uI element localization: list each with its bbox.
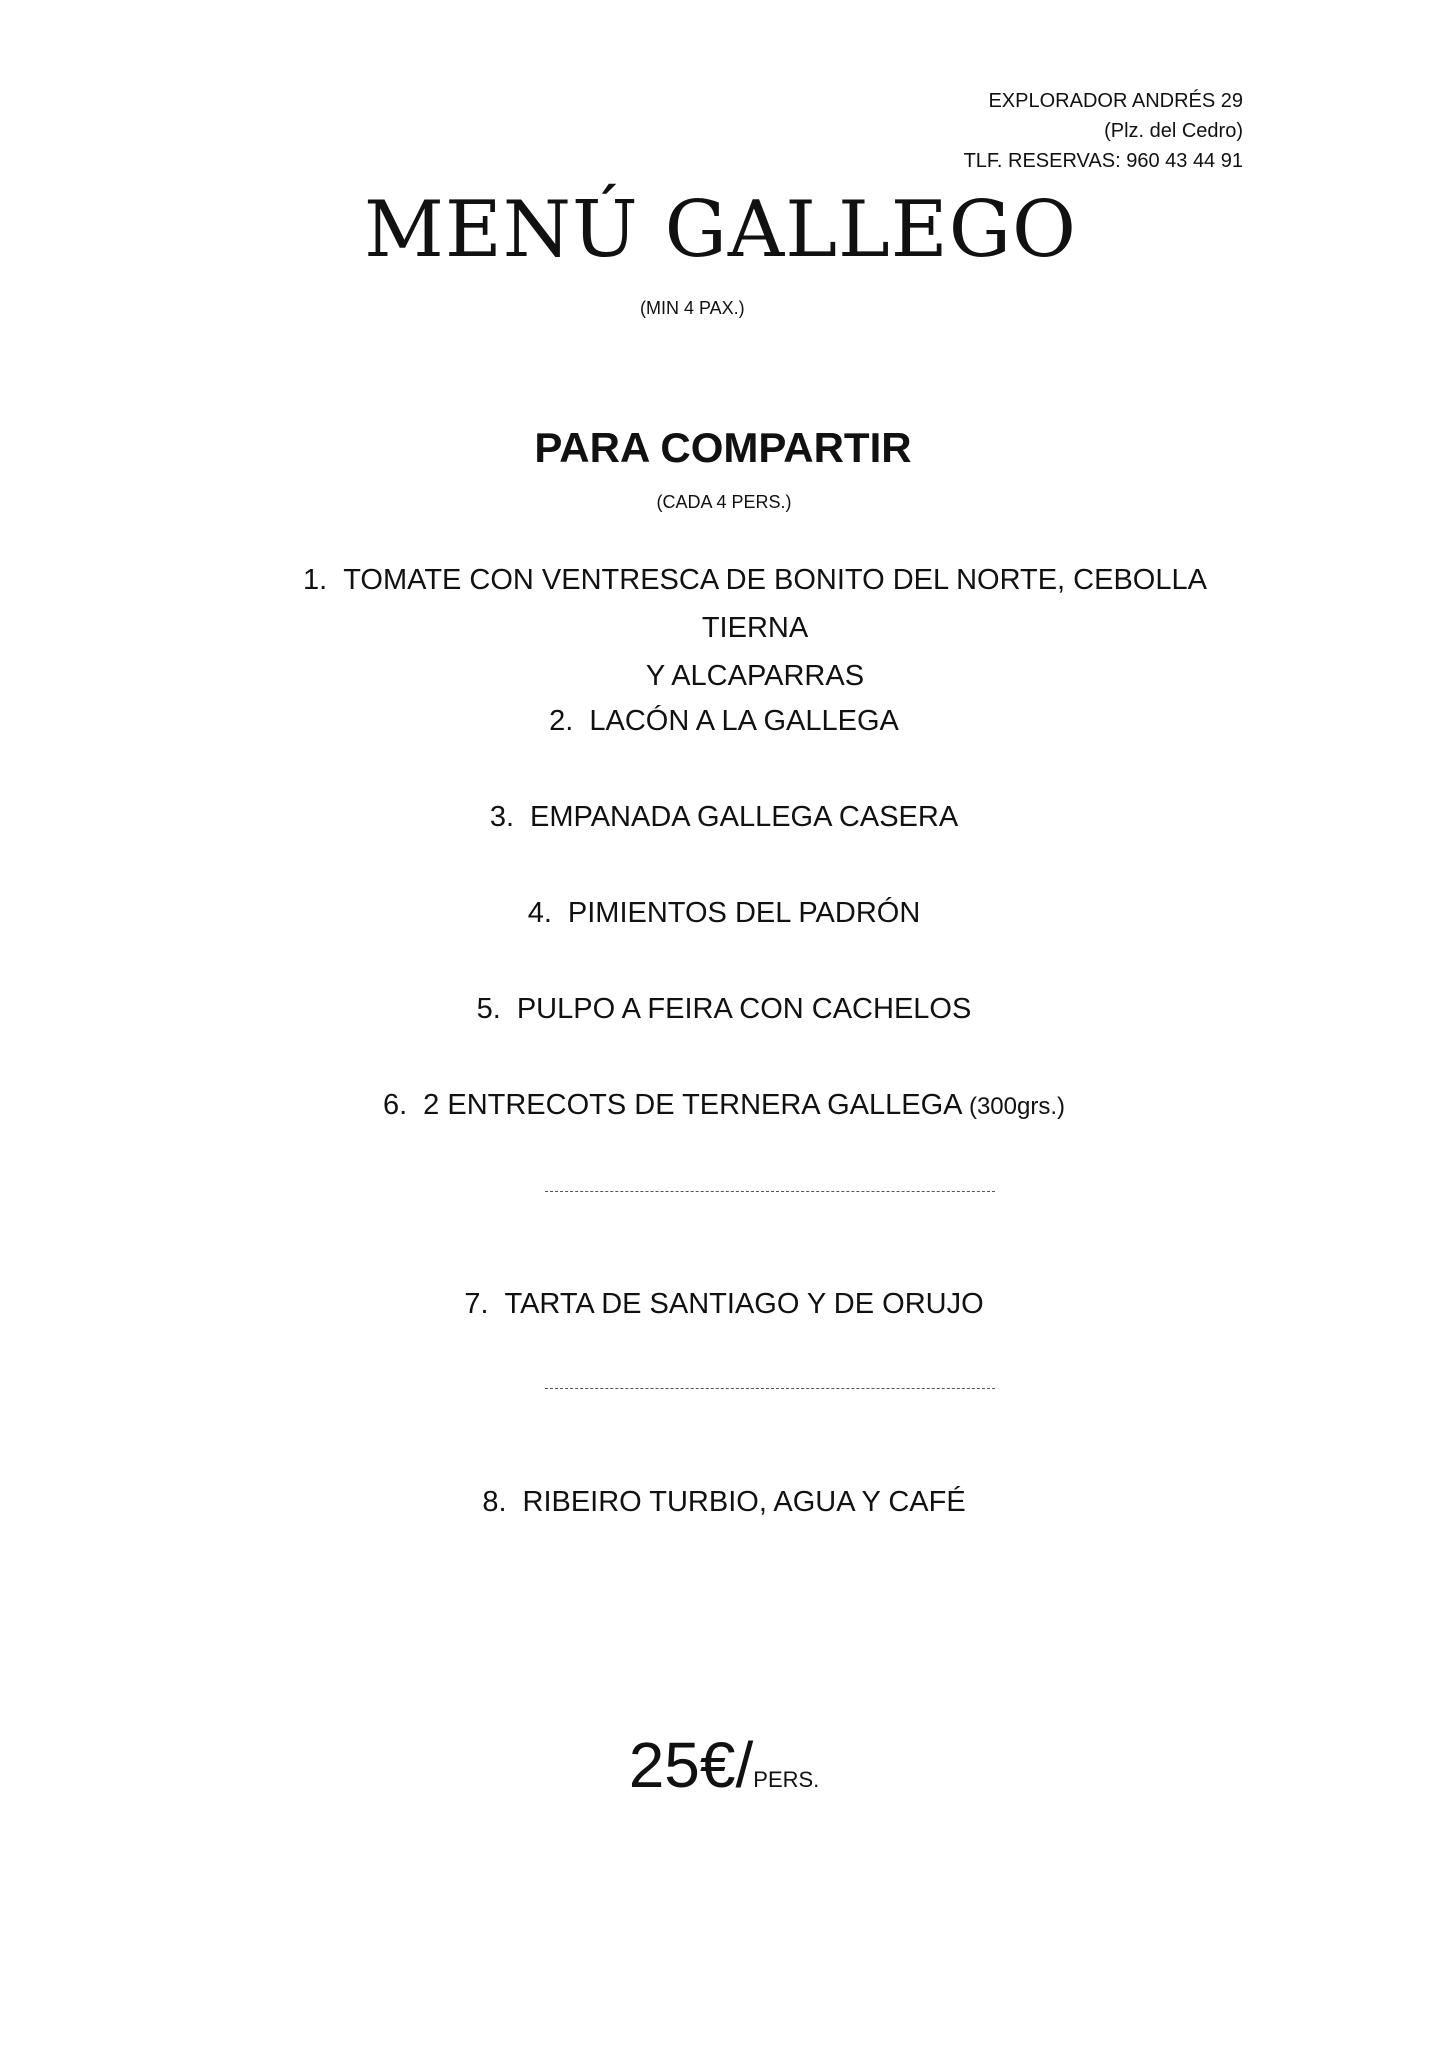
item-number: 6. [382,1089,408,1121]
item-number: 2. [549,705,574,737]
menu-item-7 [0,1280,1448,1328]
minimum-guests-note: (MIN 4 PAX.) [640,298,745,318]
menu-item-5 [0,985,1448,1033]
item-number: 7. [464,1288,489,1320]
address-street: EXPLORADOR ANDRÉS 29 [988,90,1243,112]
item-text: EMPANADA GALLEGA CASERA [530,801,959,833]
menu-item-4 [0,889,1448,937]
section-heading: PARA COMPARTIR [534,424,912,471]
item-text: PIMIENTOS DEL PADRÓN [567,897,921,929]
item-text: TARTA DE SANTIAGO Y DE ORUJO [504,1288,984,1320]
item-text-continued: Y ALCAPARRAS [645,660,865,692]
separator-line [545,1388,995,1389]
item-weight-note: (300grs.) [968,1093,1066,1120]
menu-title: MENÚ GALLEGO [363,185,1077,275]
price-unit: PERS. [753,1767,820,1792]
item-text: TOMATE CON VENTRESCA DE BONITO DEL NORTE, CEBOLLA TIERNA [343,564,1207,644]
menu-item-1 [255,556,1255,700]
item-number: 1. [303,564,328,596]
address-plaza: (Plz. del Cedro) [1104,120,1243,142]
item-text: PULPO A FEIRA CON CACHELOS [516,993,972,1025]
item-text: 2 ENTRECOTS DE TERNERA GALLEGA [423,1089,961,1121]
menu-item-8 [0,1478,1448,1526]
item-text: RIBEIRO TURBIO, AGUA Y CAFÉ [522,1486,966,1518]
reservation-phone: TLF. RESERVAS: 960 43 44 91 [963,150,1243,172]
section-note: (CADA 4 PERS.) [656,492,792,512]
menu-item-3 [0,793,1448,841]
menu-item-2 [0,697,1448,745]
restaurant-address [964,86,1243,176]
item-number: 8. [482,1486,507,1518]
item-number: 4. [527,897,552,929]
item-number: 3. [489,801,514,833]
price [0,1725,1448,1820]
price-amount: 25€/ [628,1729,754,1801]
menu-item-6 [0,1081,1448,1131]
separator-line [545,1191,995,1192]
item-number: 5. [476,993,501,1025]
item-text: LACÓN A LA GALLEGA [589,705,899,737]
